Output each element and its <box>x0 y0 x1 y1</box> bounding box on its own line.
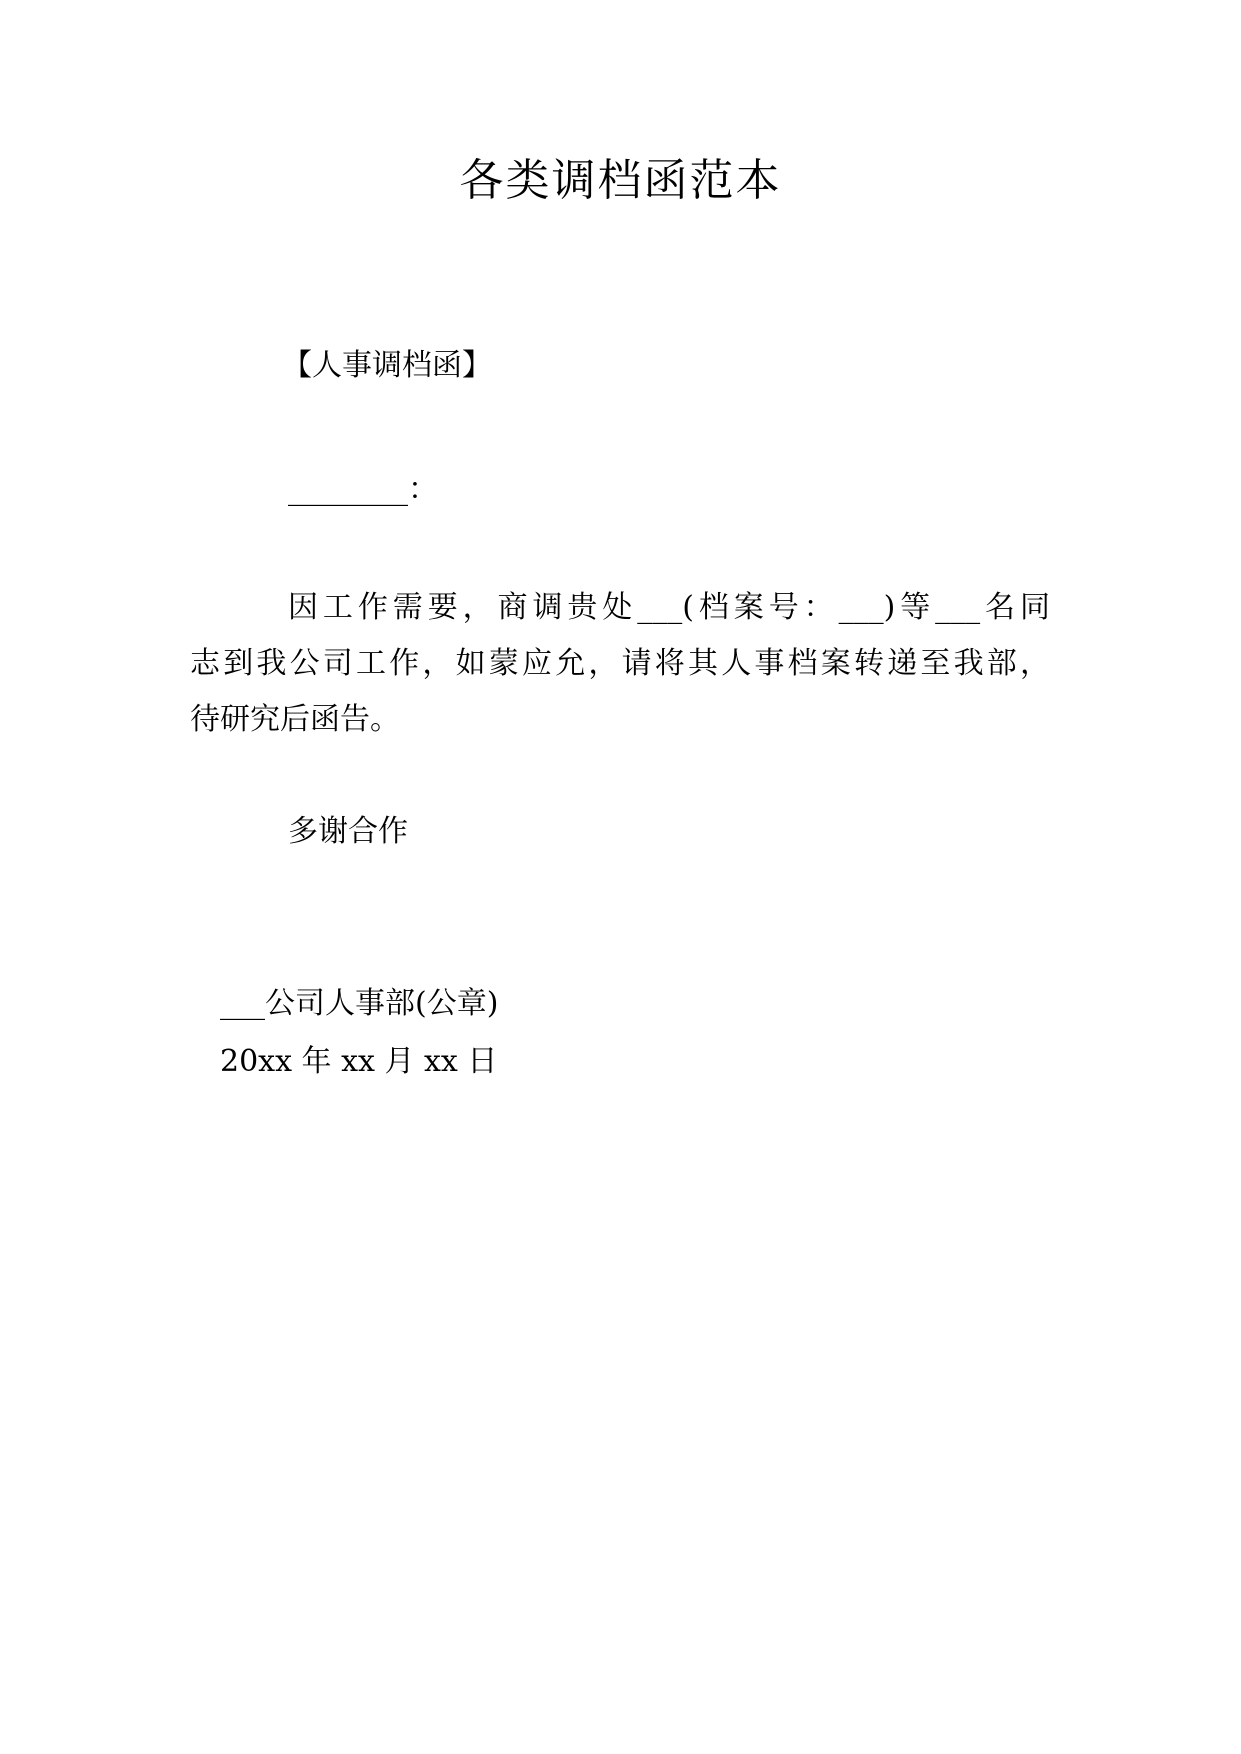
date-line: 20xx 年 xx 月 xx 日 <box>220 1044 498 1079</box>
body-line: 待研究后函告。 <box>190 702 400 737</box>
section-heading: 【人事调档函】 <box>282 348 492 383</box>
document-title: 各类调档函范本 <box>459 155 782 206</box>
salutation-recipient: ________： <box>288 472 438 507</box>
closing-thanks: 多谢合作 <box>288 814 408 849</box>
body-line: 因工作需要，商调贵处___(档案号：___)等___名同 <box>288 590 1050 625</box>
body-line: 志到我公司工作，如蒙应允，请将其人事档案转递至我部， <box>190 646 1050 681</box>
body-paragraph <box>190 580 1050 748</box>
signature-line: ___公司人事部(公章) <box>220 986 499 1021</box>
